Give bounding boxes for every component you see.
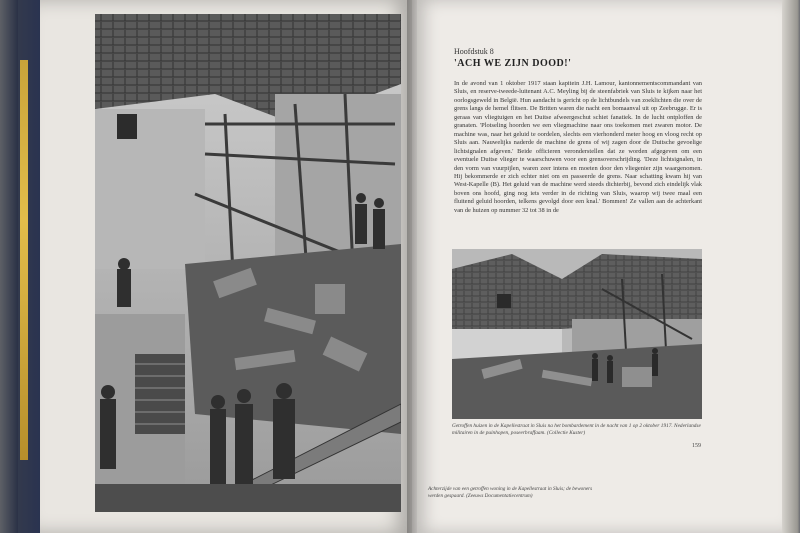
ruined-house-photo	[95, 14, 401, 512]
table-edge	[0, 0, 18, 533]
right-photo-caption: Getroffen huizen in de Kapellestraat in Sluis na het bombardement in de nacht van 1 op 2 oktober 1917. Nederlandse militairen in de puinhopen, poseerbraffaam. (Collectie Kuster)	[452, 423, 701, 436]
page-number: 159	[692, 443, 701, 449]
page-edges	[782, 0, 800, 533]
street-ruins-illustration	[452, 249, 702, 419]
street-ruins-photo	[452, 249, 702, 419]
ruined-house-illustration	[95, 14, 401, 512]
left-photo-caption: Achterzijde van een getroffen woning in de Kapellestraat in Sluis; de bewoners werden gespaard. (Zeeuws Documentatiecentrum)	[428, 486, 593, 499]
body-text: In de avond van 1 oktober 1917 staan kapitein J.H. Lamour, kantonnementscommandant van Sluis, en reserve-tweede-luitenant A.C. Meyling bij de steenfabriek van Sluis te kijken naar het oorlogsgeweld in België. Hun aandacht is gericht op de lichtbundels van zoeklichten die over de grens langs de hemel flitsen. De Britten waren die nacht een bomaanval uit op Zeebrugge. Er is geraas van vliegtuigen en het Duitse afweergeschut schiet fanatiek. In de lucht ontploffen de granaten. 'Plotseling hoorden we een vliegmachine naar ons toekomen met zwaren motor. De machine was, naar het geluid te oordelen, slechts een vierhonderd meter hoog en vloog recht op Sluis aan. Nauwelijks naderde de machine de grens of wij zagen door de Duitsche gevoelige lichtsignalen afgeven.' Beide officieren veronderstellen dat ze worden afgegeven om een eventuele Duitse vlieger te waarschuwen voor een grensoverschrijding. 'Deze lichtsignalen, in den vorm van vuurpijlen, waren zeer intens en moeten door den vliegenier zijn waargenomen. Hij bekommerde er zich echter niet om en passeerde de grens. Naar schatting kwam hij van West-Kapelle (B). Het geluid van de machine werd steeds dichterbij, bevond zich eindelijk vlak boven ons hoofd, ging nog iets verder in de richting van Sluis, waarop wij twee maal een fluitend geluid hoorden, telkens gevolgd door een knal.' Bommen! Ze vallen aan de achterkant van de huizen op nummer 32 tot 38 in de	[454, 80, 702, 214]
chapter-label: Hoofdstuk 8	[454, 47, 494, 56]
book-spine-accent	[20, 60, 28, 460]
book-gutter	[407, 0, 417, 533]
chapter-title: 'ACH WE ZIJN DOOD!'	[454, 58, 572, 69]
roof-left	[95, 14, 215, 109]
